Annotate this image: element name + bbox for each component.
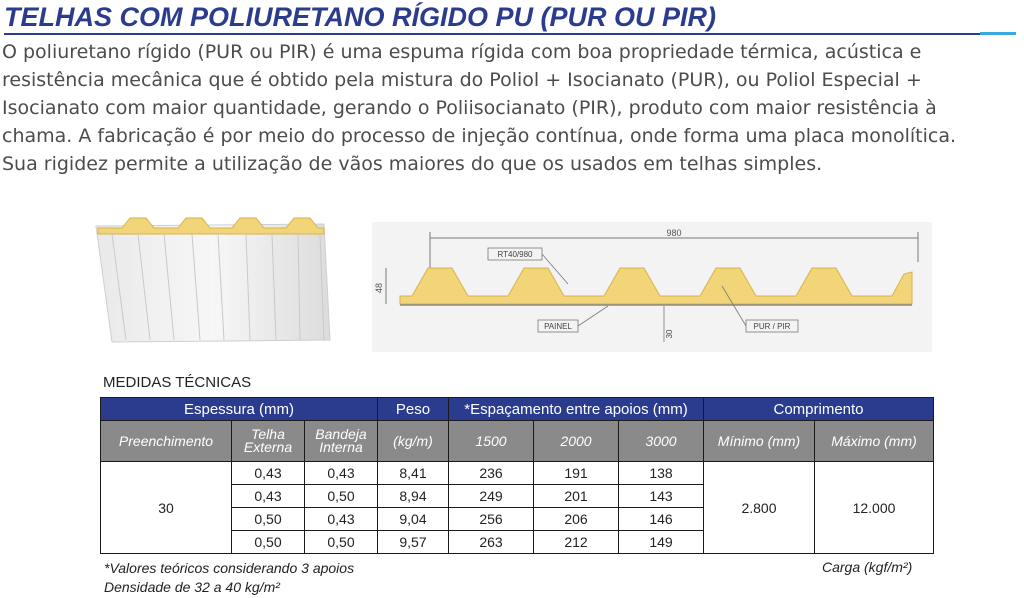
table-group-header-row [101, 398, 934, 421]
intro-line: O poliuretano rígido (PUR ou PIR) é uma espuma rígida com boa propriedade térmica, acústica e [2, 41, 922, 63]
cell-s1500: 236 [449, 462, 534, 485]
height-dimension-label: 48 [374, 282, 384, 294]
header-inner-tray: Bandeja Interna [305, 421, 378, 462]
cell-inner: 0,50 [305, 485, 378, 508]
intro-line: Isocianato com maior quantidade, gerando o Poliisocianato (PIR), produto com maior resistência à [2, 97, 937, 119]
cell-s3000: 138 [619, 462, 704, 485]
title-underline [4, 33, 1016, 35]
cell-outer: 0,43 [232, 462, 305, 485]
panel-cross-section-diagram [372, 222, 932, 352]
header-min-length: Mínimo (mm) [704, 421, 815, 462]
cell-s3000: 146 [619, 508, 704, 531]
cell-inner: 0,43 [305, 508, 378, 531]
header-outer-sheet: Telha Externa [232, 421, 305, 462]
cell-min-length: 2.800 [704, 462, 815, 554]
technical-measures-caption: MEDIDAS TÉCNICAS [103, 374, 252, 391]
header-max-length: Máximo (mm) [815, 421, 934, 462]
cell-weight: 8,94 [378, 485, 449, 508]
cell-inner: 0,43 [305, 462, 378, 485]
header-spacing-2000: 2000 [534, 421, 619, 462]
header-spacing-1500: 1500 [449, 421, 534, 462]
cell-s2000: 191 [534, 462, 619, 485]
cell-outer: 0,43 [232, 485, 305, 508]
cell-s3000: 149 [619, 531, 704, 554]
intro-paragraph [2, 38, 1022, 178]
cell-weight: 8,41 [378, 462, 449, 485]
footnote-load-unit: Carga (kgf/m²) [822, 559, 913, 575]
intro-line: chama. A fabricação é por meio do processo de injeção contínua, onde forma uma placa monolítica. [2, 125, 957, 147]
header-spacing-3000: 3000 [619, 421, 704, 462]
cell-s2000: 206 [534, 508, 619, 531]
panel-face [96, 224, 330, 342]
title-underline-accent [980, 32, 1016, 35]
footnotes [104, 559, 354, 597]
header-weight-unit: (kg/m) [378, 421, 449, 462]
page-title: TELHAS COM POLIURETANO RÍGIDO PU (PUR OU PIR) [4, 2, 717, 32]
cell-s1500: 256 [449, 508, 534, 531]
header-spacing: *Espaçamento entre apoios (mm) [449, 398, 704, 421]
callout-profile-label: RT40/980 [497, 250, 533, 259]
cell-outer: 0,50 [232, 508, 305, 531]
cell-s1500: 249 [449, 485, 534, 508]
cell-weight: 9,04 [378, 508, 449, 531]
table-sub-header-row [101, 421, 934, 462]
cell-weight: 9,57 [378, 531, 449, 554]
header-length: Comprimento [704, 398, 934, 421]
callout-panel-label: PAINEL [544, 322, 572, 331]
callout-core-label: PUR / PIR [753, 322, 791, 331]
width-dimension-label: 980 [666, 228, 682, 238]
technical-specs-table [100, 397, 934, 554]
cell-s2000: 201 [534, 485, 619, 508]
intro-line: Sua rigidez permite a utilização de vãos maiores do que os usados em telhas simples. [2, 153, 823, 175]
cell-fill: 30 [101, 462, 232, 554]
header-thickness: Espessura (mm) [101, 398, 378, 421]
cell-s3000: 143 [619, 485, 704, 508]
cell-s1500: 263 [449, 531, 534, 554]
header-fill: Preenchimento [101, 421, 232, 462]
footnote-supports: *Valores teóricos considerando 3 apoios [104, 560, 355, 576]
footnote-density: Densidade de 32 a 40 kg/m² [104, 579, 280, 595]
cell-outer: 0,50 [232, 531, 305, 554]
cell-inner: 0,50 [305, 531, 378, 554]
table-row [101, 462, 934, 485]
panel-perspective-illustration [92, 214, 332, 344]
base-dimension-label: 30 [665, 329, 674, 339]
cell-s2000: 212 [534, 531, 619, 554]
intro-line: resistência mecânica que é obtido pela mistura do Poliol + Isocianato (PUR), ou Poliol Especial + [2, 69, 922, 91]
header-weight: Peso [378, 398, 449, 421]
cell-max-length: 12.000 [815, 462, 934, 554]
